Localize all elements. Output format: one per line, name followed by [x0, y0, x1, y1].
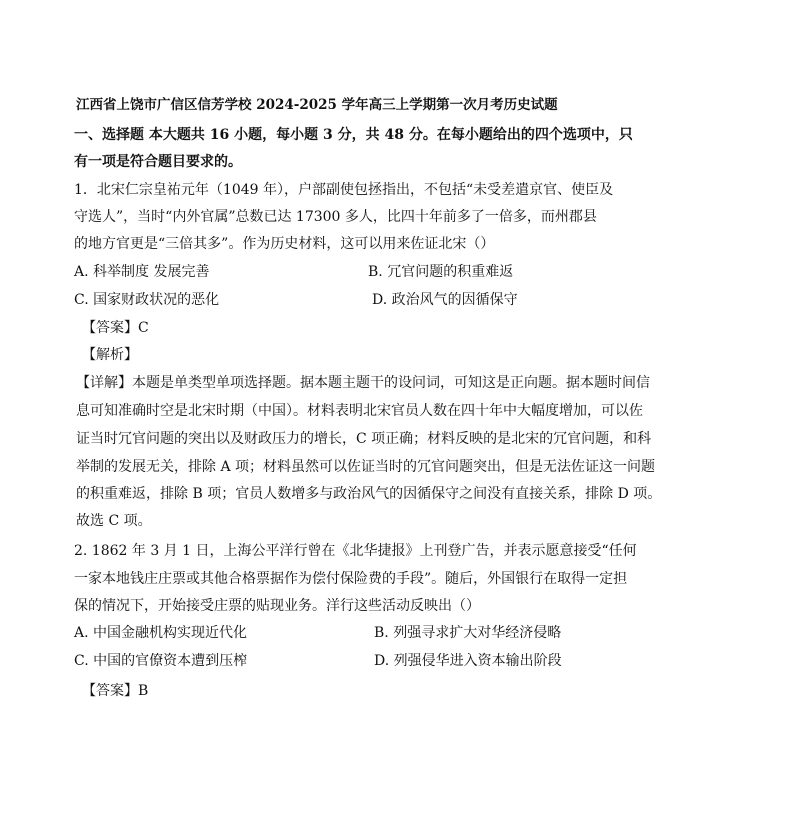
q1-detail-line-4: 举制的发展无关，排除 A 项；材料虽然可以佐证当时的冗官问题突出，但是无法佐证这一问题: [76, 459, 656, 475]
q1-detail-line-1: 【详解】本题是单类型单项选择题。据本题主题干的设问词，可知这是正向题。据本题时间信: [76, 375, 650, 391]
q1-answer: 【答案】C: [82, 320, 149, 336]
q2-option-c: C. 中国的官僚资本遭到压榨: [74, 653, 248, 669]
q2-option-b: B. 列强寻求扩大对华经济侵略: [374, 625, 562, 641]
q1-detail-line-6: 故选 C 项。: [76, 513, 152, 529]
q2-stem-line-3: 保的情况下，开始接受庄票的贴现业务。洋行这些活动反映出（）: [74, 598, 480, 614]
q1-stem-line-1: 1．北宋仁宗皇祐元年（1049 年），户部副使包拯指出，不包括“未受差遣京官、使臣及: [74, 182, 614, 198]
q2-option-d: D. 列强侵华进入资本输出阶段: [374, 653, 562, 669]
q1-option-a: A. 科举制度 发展完善: [74, 264, 210, 280]
document-title: 江西省上饶市广信区信芳学校 2024-2025 学年高三上学期第一次月考历史试题: [76, 97, 558, 113]
q1-detail-line-2: 息可知准确时空是北宋时期（中国）。材料表明北宋官员人数在四十年中大幅度增加，可以佐: [76, 403, 643, 419]
q1-option-c: C. 国家财政状况的恶化: [74, 292, 220, 308]
q2-answer: 【答案】B: [82, 683, 149, 699]
q1-detail-line-3: 证当时冗官问题的突出以及财政压力的增长，C 项正确；材料反映的是北宋的冗官问题，和科: [76, 431, 652, 447]
q2-stem-line-1: 2. 1862 年 3 月 1 日，上海公平洋行曾在《北华捷报》上刊登广告，并表示愿意接受“任何: [74, 543, 637, 559]
section-heading-line-2: 有一项是符合题目要求的。: [74, 154, 242, 170]
q1-analysis-label: 【解析】: [82, 347, 138, 363]
q1-stem-line-3: 的地方官更是“三倍其多”。作为历史材料，这可以用来佐证北宋（）: [74, 236, 495, 252]
q1-option-d: D. 政治风气的因循保守: [372, 292, 518, 308]
q1-detail-line-5: 的积重难返，排除 B 项；官员人数增多与政治风气的因循保守之间没有直接关系，排除 D 项。: [76, 486, 662, 502]
q1-option-b: B. 冗官问题的积重难返: [368, 264, 514, 280]
q2-option-a: A. 中国金融机构实现近代化: [74, 625, 248, 641]
q2-stem-line-2: 一家本地钱庄庄票或其他合格票据作为偿付保险费的手段”。随后，外国银行在取得一定担: [74, 571, 628, 587]
section-heading-line-1: 一、选择题 本大题共 16 小题，每小题 3 分，共 48 分。在每小题给出的四个选项中，只: [74, 127, 633, 143]
q1-stem-line-2: 守选人”，当时“内外官属”总数已达 17300 多人，比四十年前多了一倍多，而州郡县: [74, 209, 597, 225]
